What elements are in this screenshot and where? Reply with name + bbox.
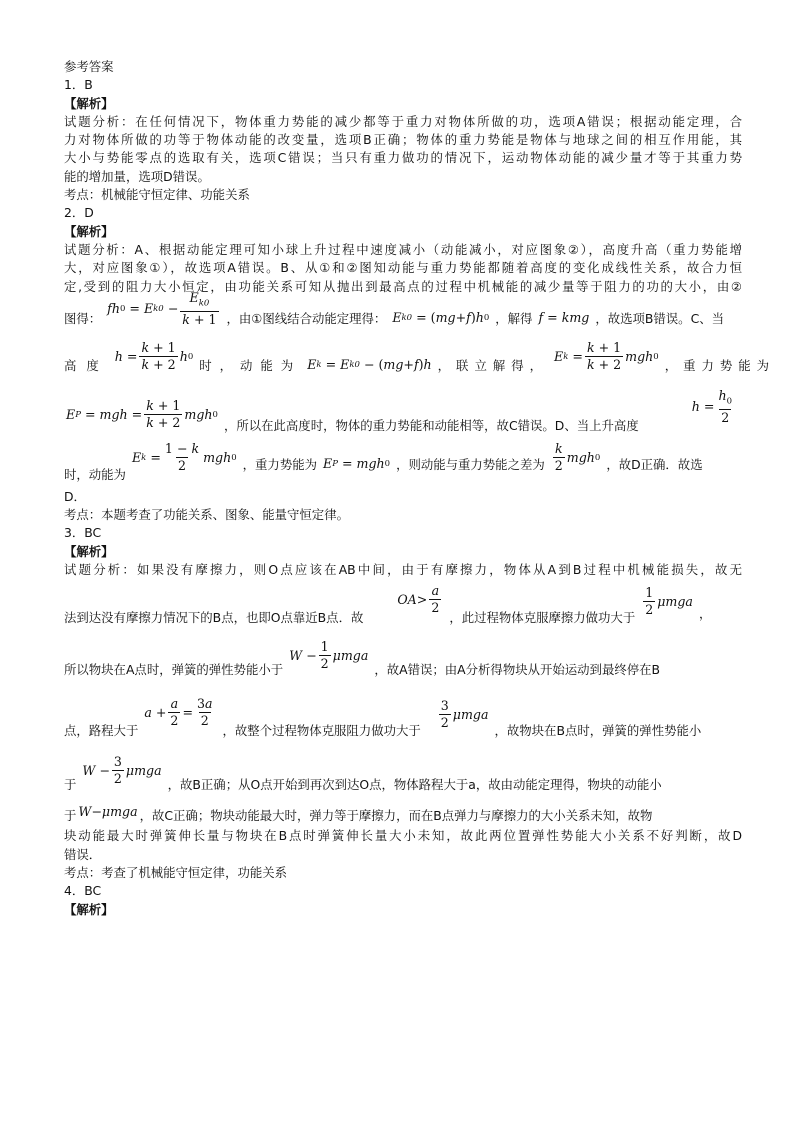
q1-line: 试题分析：在任何情况下，物体重力势能的减少都等于重力对物体所做的功，选项A错误；根据动能定理，合 [64, 113, 742, 129]
formula: E k = $\frac{1 - k}{2}$ mgh 0 [131, 441, 237, 474]
formula: h = $\frac{k + 1}{k + 2}$ h 0 [114, 340, 194, 373]
q2-line: 大，对应图象①），故选项A错误。B、从①和②图知动能与重力势能都随着高度的变化成线性关系，故合力恒 [64, 260, 742, 276]
q1-answer: 1．B [64, 77, 93, 93]
formula: k 2 mgh 0 [554, 441, 601, 474]
q2-knowledge-point: 考点：本题考查了功能关系、图象、能量守恒定律。 [64, 507, 349, 523]
formula: fh 0 = E k0 − $\frac{E_{k0}}{k + 1}$ [107, 289, 217, 328]
formula: 1 2 μmga [645, 584, 693, 617]
q2-analysis-tag: 【解析】 [64, 223, 114, 239]
q1-line: 大小与势能零点的选取有关，选项C错误；当只有重力做功的情况下，运动物体动能的减少量才等于其重力势 [64, 150, 742, 166]
q2-answer: 2．D [64, 205, 94, 221]
formula: W − μmga [78, 803, 138, 819]
formula: a + $\frac{a}{2}$ = $\frac{3a}{2}$ [144, 695, 213, 728]
q3-analysis-tag: 【解析】 [64, 543, 114, 559]
formula: W − $\frac{3}{2}$ μmga [82, 753, 162, 786]
formula: OA > a 2 [397, 582, 440, 615]
q3-line: 块动能最大时弹簧伸长量与物块在B点时弹簧伸长量大小未知，故此两位置弹性势能大小关系不好判断，故D [64, 828, 742, 844]
q3-formula-row: 于 W − μmga ，故C正确；物块动能最大时，弹力等于摩擦力，而在B点弹力与摩擦力的大小关系未知，故物 [64, 803, 653, 824]
answer-page [64, 58, 776, 919]
q4-analysis-tag: 【解析】 [64, 901, 114, 917]
formula: E P = mgh = $\frac{k + 1}{k + 2}$ mgh 0 [66, 398, 218, 431]
q1-analysis-tag: 【解析】 [64, 95, 114, 111]
formula: W − $\frac{1}{2}$ μmga [289, 638, 369, 671]
formula: E k = E k0 − ( mg + f ) h [307, 357, 432, 373]
q1-knowledge-point: 考点：机械能守恒定律、功能关系 [64, 187, 250, 203]
q2-formula-row: 图得： fh 0 = E k0 − $\frac{E_{k0}}{k + 1}$ ，由①图线结合动能定理得： E k0 = ( mg + f ) h 0 ，解得 f = kmg ，故选项B错误。C、当 [64, 289, 724, 328]
q3-formula-row: 点，路程大于 a + $\frac{a}{2}$ = $\frac{3a}{2}$ ，故整个过程物体克服阻力做功大于 3 2 μmga ，故物块在B点时，弹簧的弹性势能小 [64, 695, 702, 739]
q3-knowledge-point: 考点：考查了机械能守恒定律，功能关系 [64, 864, 288, 880]
formula: h = $\frac{h_0}{2}$ [691, 387, 732, 426]
q3-formula-row: 所以物块在A点时，弹簧的弹性势能小于 W − $\frac{1}{2}$ μmga ，故A错误；由A分析得物块从开始运动到最终停在B [64, 638, 661, 678]
q3-formula-row: 法到达没有摩擦力情况下的B点，也即O点靠近B点．故 OA > a 2 ，此过程物体克服摩擦力做功大于 1 2 μmga ， [64, 582, 712, 626]
q3-line: 试题分析：如果没有摩擦力，则O点应该在AB中间，由于有摩擦力，物体从A到B过程中机械能损失，故无 [64, 562, 742, 578]
q2-formula-row: E P = mgh = $\frac{k + 1}{k + 2}$ mgh 0 ，所以在此高度时，物体的重力势能和动能相等，故C错误。D、当上升高度 h = $\frac{h_0}{2}$ [64, 390, 742, 440]
q1-line: 能的增加量，选项D错误。 [64, 168, 210, 184]
q3-line: 错误． [64, 846, 102, 862]
q2-line: 试题分析：A、根据动能定理可知小球上升过程中速度减小（动能减小，对应图象②），高度升高（重力势能增 [64, 241, 742, 257]
q1-line: 力对物体所做的功等于物体动能的改变量，选项B正确；物体的重力势能是物体与地球之间的相互作用能，其 [64, 132, 742, 148]
q3-answer: 3．BC [64, 525, 102, 541]
formula: f = kmg [538, 310, 590, 326]
formula: E P = mgh 0 [323, 456, 391, 472]
page-header: 参考答案 [64, 59, 114, 74]
q2-line: 定,受到的阻力大小恒定，由功能关系可知从抛出到最高点的过程中机械能的减少量等于阻力的功的大小，由② [64, 278, 742, 294]
formula: E k0 = ( mg + f ) h 0 [392, 310, 490, 326]
q2-formula-row: 高度 h = $\frac{k + 1}{k + 2}$ h 0 时，动能为 E k = E k0 − ( mg + f ) h ，联立解得， E k = $\frac{k + 1}{k + 2}$ mgh 0 ，重力势能为 [64, 340, 776, 373]
q2-formula-row: 时，动能为 E k = $\frac{1 - k}{2}$ mgh 0 ，重力势能为 E P = mgh 0 ，则动能与重力势能之差为 k 2 mgh 0 ，故D正确．故选 [64, 441, 703, 482]
q2-line: D． [64, 488, 86, 504]
q3-formula-row: 于 W − $\frac{3}{2}$ μmga ，故B正确；从O点开始到再次到达O点，物体路程大于a，故由动能定理得，物块的动能小 [64, 753, 662, 793]
formula: 3 2 μmga [440, 697, 489, 730]
formula: E k = $\frac{k + 1}{k + 2}$ mgh 0 [554, 340, 659, 373]
q4-answer: 4．BC [64, 883, 102, 899]
